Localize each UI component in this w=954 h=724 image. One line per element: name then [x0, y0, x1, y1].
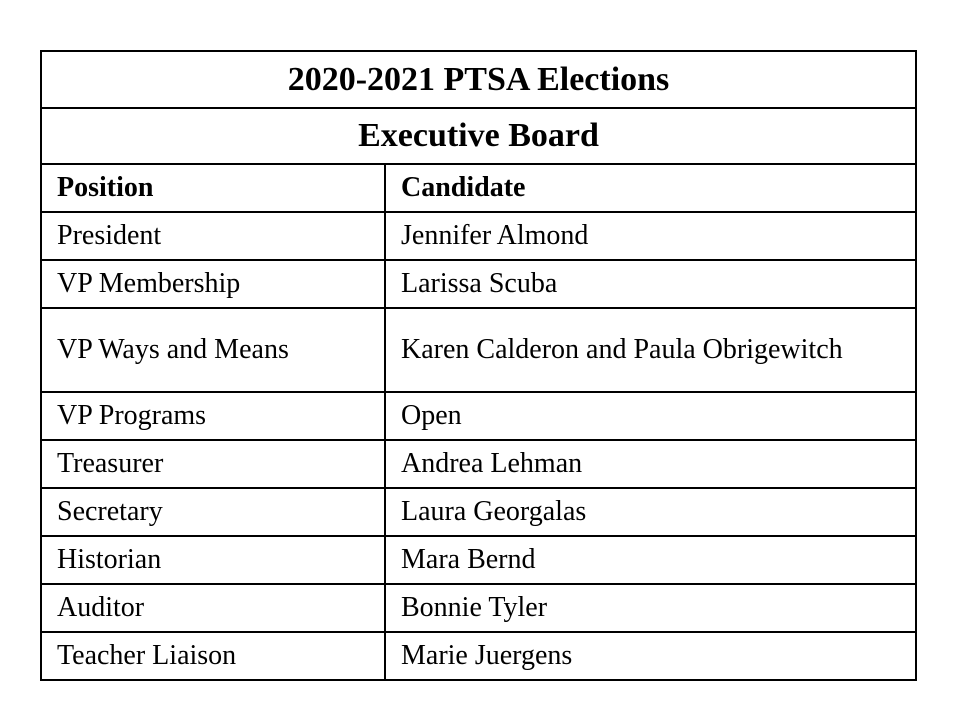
candidate-cell: Laura Georgalas: [385, 488, 916, 536]
candidate-cell: Karen Calderon and Paula Obrigewitch: [385, 308, 916, 392]
position-cell: Treasurer: [41, 440, 385, 488]
position-cell: VP Programs: [41, 392, 385, 440]
table-subtitle: Executive Board: [41, 108, 916, 164]
candidate-cell: Mara Bernd: [385, 536, 916, 584]
table-row: [41, 440, 916, 488]
position-cell: Historian: [41, 536, 385, 584]
table-row: [41, 536, 916, 584]
position-cell: Teacher Liaison: [41, 632, 385, 680]
table-title: 2020-2021 PTSA Elections: [41, 51, 916, 108]
table-row: [41, 392, 916, 440]
header-row: [41, 164, 916, 212]
candidate-cell: Larissa Scuba: [385, 260, 916, 308]
position-cell: VP Membership: [41, 260, 385, 308]
table-row: [41, 488, 916, 536]
elections-table: [40, 50, 917, 681]
table-row: [41, 260, 916, 308]
subtitle-row: [41, 108, 916, 164]
position-cell: VP Ways and Means: [41, 308, 385, 392]
table-row: [41, 308, 916, 392]
column-header-position: Position: [41, 164, 385, 212]
position-cell: President: [41, 212, 385, 260]
position-cell: Secretary: [41, 488, 385, 536]
table-row: [41, 584, 916, 632]
candidate-cell: Andrea Lehman: [385, 440, 916, 488]
table-row: [41, 212, 916, 260]
position-cell: Auditor: [41, 584, 385, 632]
candidate-cell: Marie Juergens: [385, 632, 916, 680]
title-row: [41, 51, 916, 108]
table-row: [41, 632, 916, 680]
candidate-cell: Bonnie Tyler: [385, 584, 916, 632]
candidate-cell: Open: [385, 392, 916, 440]
column-header-candidate: Candidate: [385, 164, 916, 212]
candidate-cell: Jennifer Almond: [385, 212, 916, 260]
